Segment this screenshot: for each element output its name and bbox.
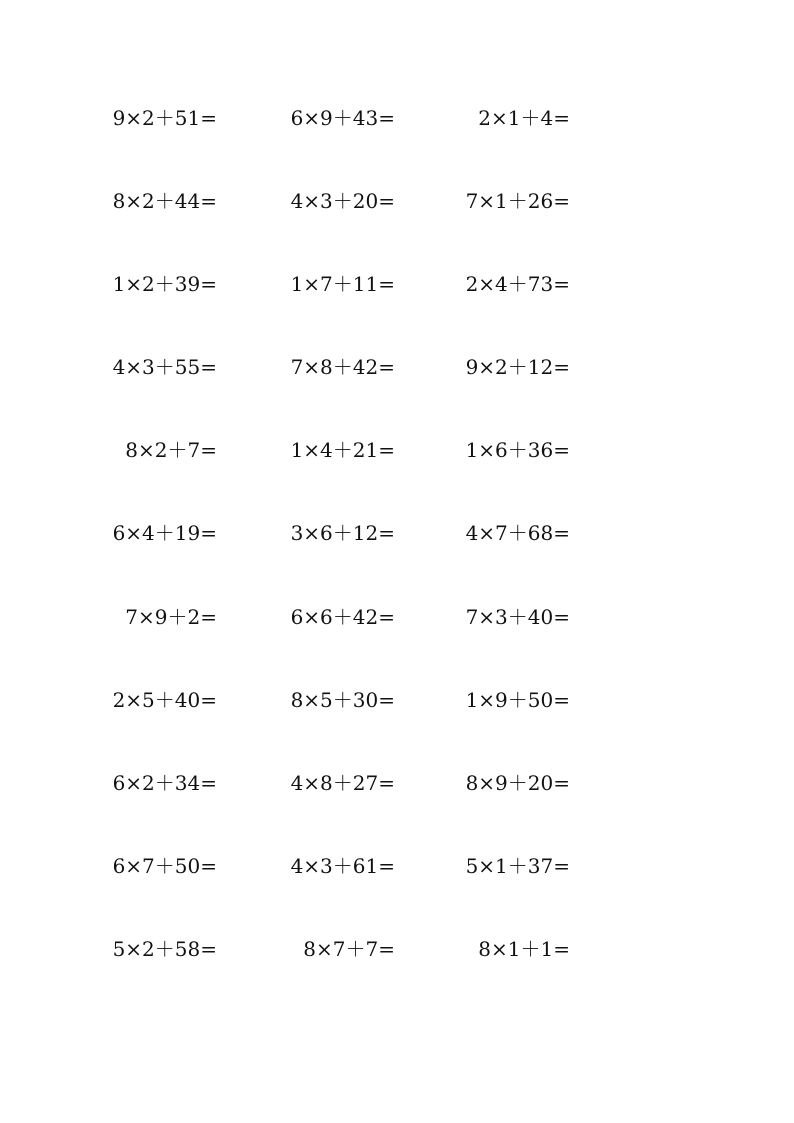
problem-r9-c3: 8×9＋20= — [465, 771, 570, 795]
problem-r5-c2: 1×4＋21= — [290, 438, 395, 462]
problem-r11-c3: 8×1＋1= — [478, 937, 570, 961]
problem-r11-c2: 8×7＋7= — [303, 937, 395, 961]
problem-r2-c3: 7×1＋26= — [465, 189, 570, 213]
problem-r1-c2: 6×9＋43= — [290, 106, 395, 130]
problem-r5-c3: 1×6＋36= — [465, 438, 570, 462]
problem-r8-c1: 2×5＋40= — [112, 688, 217, 712]
problem-r7-c1: 7×9＋2= — [125, 605, 217, 629]
problem-r6-c3: 4×7＋68= — [465, 521, 570, 545]
problem-r3-c2: 1×7＋11= — [290, 272, 395, 296]
problem-r3-c3: 2×4＋73= — [465, 272, 570, 296]
problem-r2-c2: 4×3＋20= — [290, 189, 395, 213]
problem-r6-c1: 6×4＋19= — [112, 521, 217, 545]
problem-r4-c1: 4×3＋55= — [112, 355, 217, 379]
problem-r7-c3: 7×3＋40= — [465, 605, 570, 629]
problem-r7-c2: 6×6＋42= — [290, 605, 395, 629]
problem-r11-c1: 5×2＋58= — [112, 937, 217, 961]
problem-r1-c1: 9×2＋51= — [112, 106, 217, 130]
problem-r1-c3: 2×1＋4= — [478, 106, 570, 130]
problem-r9-c2: 4×8＋27= — [290, 771, 395, 795]
problem-r5-c1: 8×2＋7= — [125, 438, 217, 462]
problem-r10-c2: 4×3＋61= — [290, 854, 395, 878]
problem-r4-c3: 9×2＋12= — [465, 355, 570, 379]
problem-r10-c3: 5×1＋37= — [465, 854, 570, 878]
problem-r8-c2: 8×5＋30= — [290, 688, 395, 712]
problem-r4-c2: 7×8＋42= — [290, 355, 395, 379]
problem-r10-c1: 6×7＋50= — [112, 854, 217, 878]
problem-r9-c1: 6×2＋34= — [112, 771, 217, 795]
problem-r6-c2: 3×6＋12= — [290, 521, 395, 545]
problem-r2-c1: 8×2＋44= — [112, 189, 217, 213]
problem-r8-c3: 1×9＋50= — [465, 688, 570, 712]
problem-r3-c1: 1×2＋39= — [112, 272, 217, 296]
